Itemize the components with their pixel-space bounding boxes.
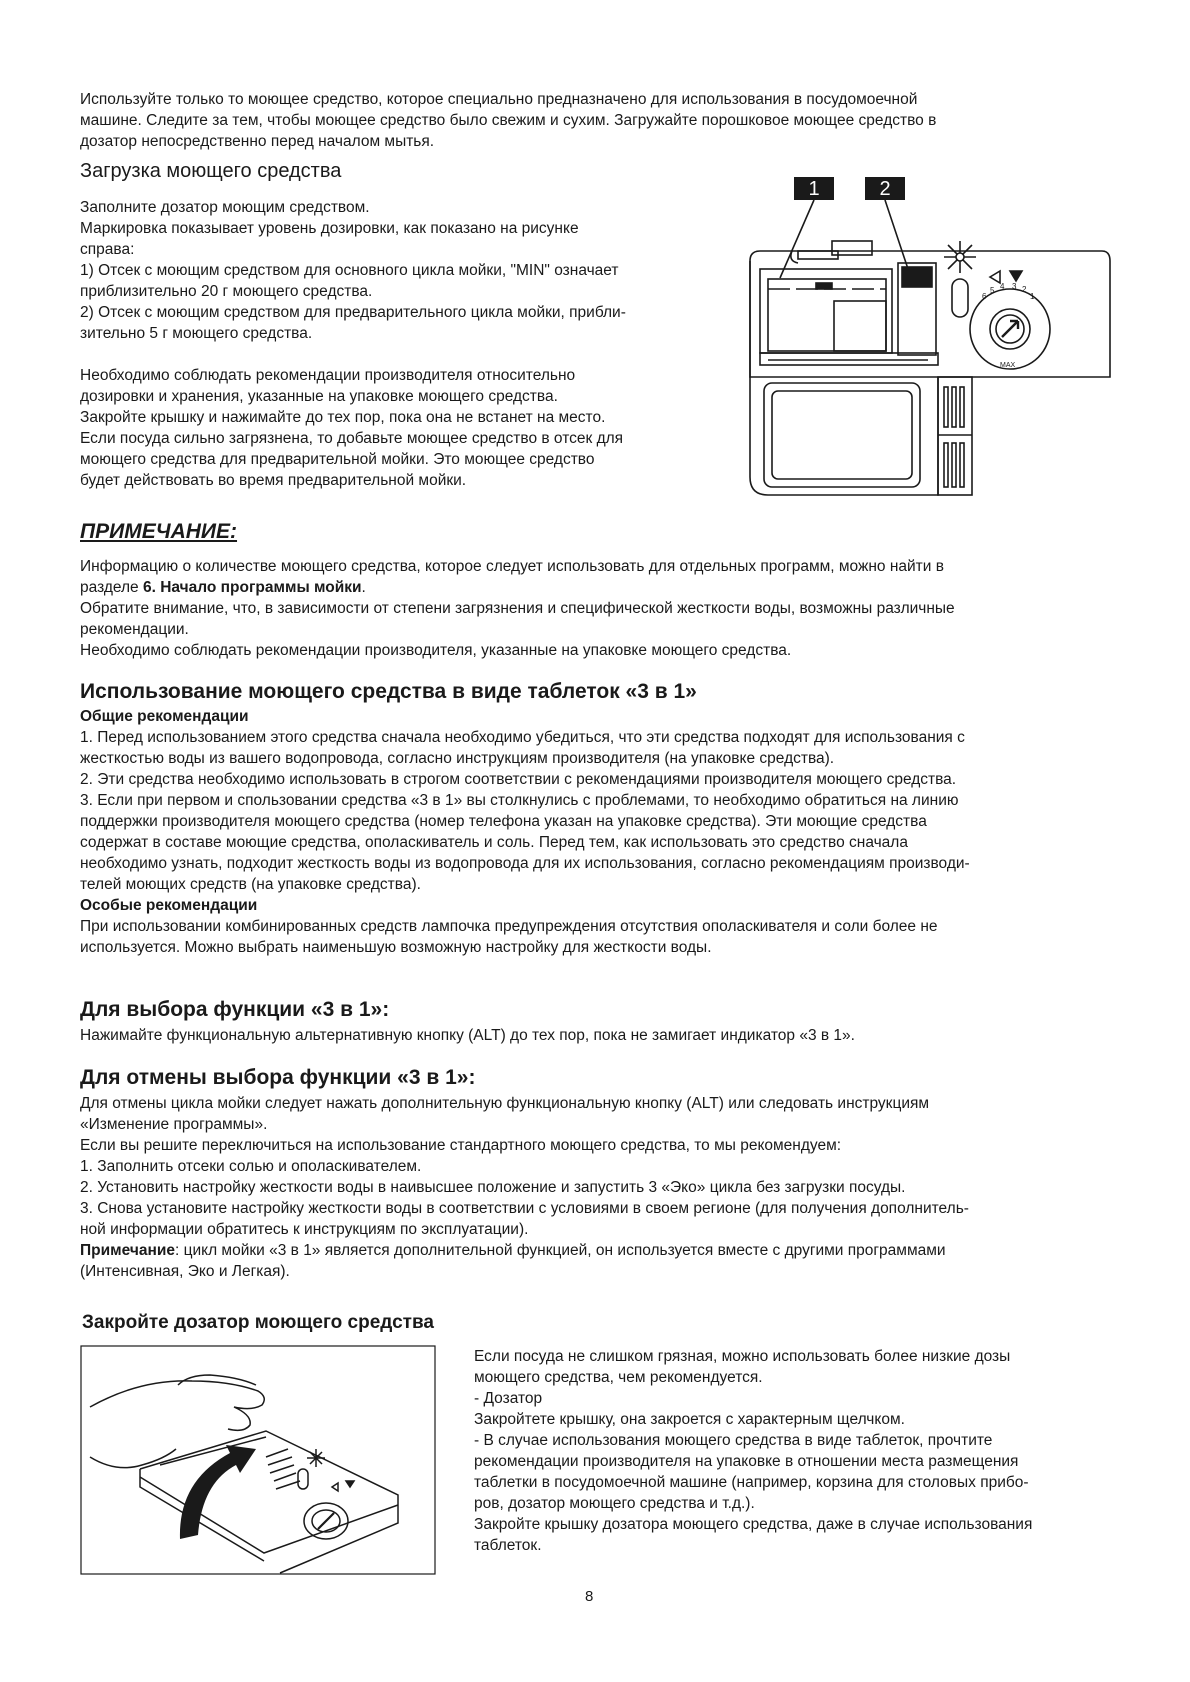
tablets-line: 3. Если при первом и спользовании средства «3 в 1» вы столкнулись с проблемами, то необходимо обратиться на линию [80,792,959,809]
close-line: рекомендации производителя на упаковке в отношении места размещения [474,1453,1019,1470]
hand-icon [90,1381,264,1430]
triangle-open-icon [990,271,1000,283]
close-dispenser-text [474,1346,1134,1556]
loading-line: 1) Отсек с моющим средством для основного цикла мойки, "MIN" означает [80,262,619,279]
loading-line: 2) Отсек с моющим средством для предварительного цикла мойки, прибли- [80,304,626,321]
rinse-aid-indicator-icon [944,241,976,273]
dial-arrow-icon [318,1513,334,1529]
lower-tray [764,383,920,487]
loading-line: справа: [80,241,135,258]
prewash-top [902,267,932,287]
close-line: Если посуда не слишком грязная, можно использовать более низкие дозы [474,1348,1011,1365]
select-line: Нажимайте функциональную альтернативную кнопку (ALT) до тех пор, пока не замигает индикатор «3 в 1». [80,1027,855,1044]
main-compartment [760,269,892,353]
leader-line-1 [780,200,814,278]
note-line-suffix: . [361,579,366,596]
close-line: - В случае использования моющего средства в виде таблеток, прочтите [474,1432,993,1449]
note-line: Информацию о количестве моющего средства, которое следует использовать для отдельных программ, можно найти в [80,558,944,575]
latch-hook [791,251,798,263]
close-line: Закройтете крышку, она закроется с характерным щелчком. [474,1411,905,1428]
dial-number: 4 [1000,282,1005,291]
general-recommendations-heading: Общие рекомендации [80,708,249,725]
cancel-line: «Изменение программы». [80,1116,268,1133]
loading-line: Закройте крышку и нажимайте до тех пор, пока она не встанет на место. [80,409,606,426]
illustration-frame [81,1346,435,1574]
select-function-heading: Для выбора функции «3 в 1»: [80,998,390,1021]
rinse-aid-window [952,279,968,317]
cancel-line: ной информации обратитесь к инструкциям по эксплуатации). [80,1221,529,1238]
dial-number: 3 [1012,282,1017,291]
cancel-line: Если вы решите переключиться на использование стандартного моющего средства, то мы рекомендуем: [80,1137,842,1154]
section-reference: 6. Начало программы мойки [142,579,362,596]
tablets-heading: Использование моющего средства в виде таблеток «3 в 1» [80,680,697,703]
close-line: таблетки в посудомоечной машине (например, корзина для столовых прибо- [474,1474,1029,1491]
dial-number: 1 [1030,292,1035,301]
loading-line: Заполните дозатор моющим средством. [80,199,370,216]
page-number: 8 [585,1588,594,1605]
note-line [80,577,1120,598]
triangle-open-icon [332,1483,338,1491]
loading-line: Необходимо соблюдать рекомендации производителя относительно [80,367,576,384]
tablets-line: содержат в составе моющие средства, ополаскиватель и соль. Перед тем, как использовать это средство сначала [80,834,908,851]
tablets-line: При использовании комбинированных средств лампочка предупреждения отсутствия ополаскивателя и соли более не [80,918,938,935]
cancel-line: (Интенсивная, Эко и Легкая). [80,1263,290,1280]
cancel-function-text [80,1093,1125,1282]
cancel-line: 2. Установить настройку жесткости воды в наивысшее положение и запустить 3 «Эко» цикла без загрузки посуды. [80,1179,906,1196]
intro-line: дозатор непосредственно перед началом мытья. [80,133,435,150]
prewash-step [834,301,886,351]
dispenser-diagram [738,177,1118,504]
triangle-closed-icon [1010,271,1022,281]
cancel-note-label: Примечание [80,1242,175,1259]
loading-line: моющего средства для предварительной мойки. Это моющее средство [80,451,595,468]
lower-tray-inner [772,391,912,479]
dial-number: 2 [1022,285,1027,294]
dial-max-label: MAX [1000,362,1016,369]
close-line: моющего средства, чем рекомендуется. [474,1369,763,1386]
tablets-line: жесткостью воды из вашего водопровода, согласно инструкциям производителя (на упаковке средства). [80,750,835,767]
note-text [80,556,1120,661]
loading-line: дозировки и хранения, указанные на упаковке моющего средства. [80,388,558,405]
tablets-line: 1. Перед использованием этого средства сначала необходимо убедиться, что эти средства подходят для использования с [80,729,965,746]
vent-slots [944,387,964,487]
close-dispenser-illustration [80,1345,436,1575]
loading-text [80,197,720,491]
note-heading: ПРИМЕЧАНИЕ: [80,520,238,543]
tablets-line: необходимо узнать, подходит жесткость воды из водопровода для их использования, согласно рекомендациям производи- [80,855,970,872]
cancel-line: 1. Заполнить отсеки солью и ополаскивателем. [80,1158,422,1175]
special-recommendations-heading: Особые рекомендации [80,897,258,914]
loading-line: Если посуда сильно загрязнена, то добавьте моющее средство в отсек для [80,430,624,447]
close-line: таблеток. [474,1537,542,1554]
tablets-line: поддержки производителя моющего средства (номер телефона указан на упаковке средства). Эти моющие средства [80,813,927,830]
triangle-closed-icon [346,1481,354,1487]
dial-arrow-icon [1002,321,1018,337]
tablets-text [80,706,1125,958]
loading-heading: Загрузка моющего средства [80,160,342,182]
dial-number: 6 [982,292,987,301]
select-function-text [80,1025,1120,1046]
note-line-prefix: разделе [80,579,143,596]
loading-line: Маркировка показывает уровень дозировки, как показано на рисунке [80,220,579,237]
close-dispenser-heading: Закройте дозатор моющего средства [82,1312,434,1333]
lid-vents [266,1449,300,1489]
tablets-line: используется. Можно выбрать наименьшую возможную настройку для жесткости воды. [80,939,712,956]
hand-thumb [178,1375,256,1385]
dial-number: 5 [990,286,995,295]
dispenser-lid-edge [140,1477,398,1553]
intro-line: машине. Следите за тем, чтобы моющее средство было свежим и сухим. Загружайте порошковое моющее средство в [80,112,937,129]
close-line: Закройте крышку дозатора моющего средства, даже в случае использования [474,1516,1033,1533]
rinse-aid-window [298,1469,308,1489]
intro-paragraph [80,89,1120,152]
tablets-line: 2. Эти средства необходимо использовать в строгом соответствии с рекомендациями производителя моющего средства. [80,771,957,788]
note-line: рекомендации. [80,621,189,638]
cancel-line: Для отмены цикла мойки следует нажать дополнительную функциональную кнопку (ALT) или следовать инструкциям [80,1095,930,1112]
dispenser-lower-outline [750,261,938,495]
side-vents [938,377,972,495]
cancel-function-heading: Для отмены выбора функции «3 в 1»: [80,1066,476,1089]
loading-line: будет действовать во время предварительной мойки. [80,472,467,489]
loading-line: приблизительно 20 г моющего средства. [80,283,373,300]
min-notch [816,283,832,289]
close-line: ров, дозатор моющего средства и т.д.). [474,1495,755,1512]
cancel-note [80,1240,1125,1261]
tablets-line: телей моющих средств (на упаковке средства). [80,876,421,893]
close-line: - Дозатор [474,1390,543,1407]
note-line: Необходимо соблюдать рекомендации производителя, указанные на упаковке моющего средства. [80,642,792,659]
note-line: Обратите внимание, что, в зависимости от степени загрязнения и специфической жесткости воды, возможны различные [80,600,955,617]
cancel-note-text: : цикл мойки «3 в 1» является дополнительной функцией, он используется вместе с другими программами [174,1242,946,1259]
intro-line: Используйте только то моющее средство, которое специально предназначено для использования в посудомоечной [80,91,918,108]
label-1: 1 [808,178,820,200]
label-2: 2 [879,178,891,200]
loading-line: зительно 5 г моющего средства. [80,325,313,342]
cancel-line: 3. Снова установите настройку жесткости воды в соответствии с условиями в своем регионе (для получения дополнитель- [80,1200,969,1217]
